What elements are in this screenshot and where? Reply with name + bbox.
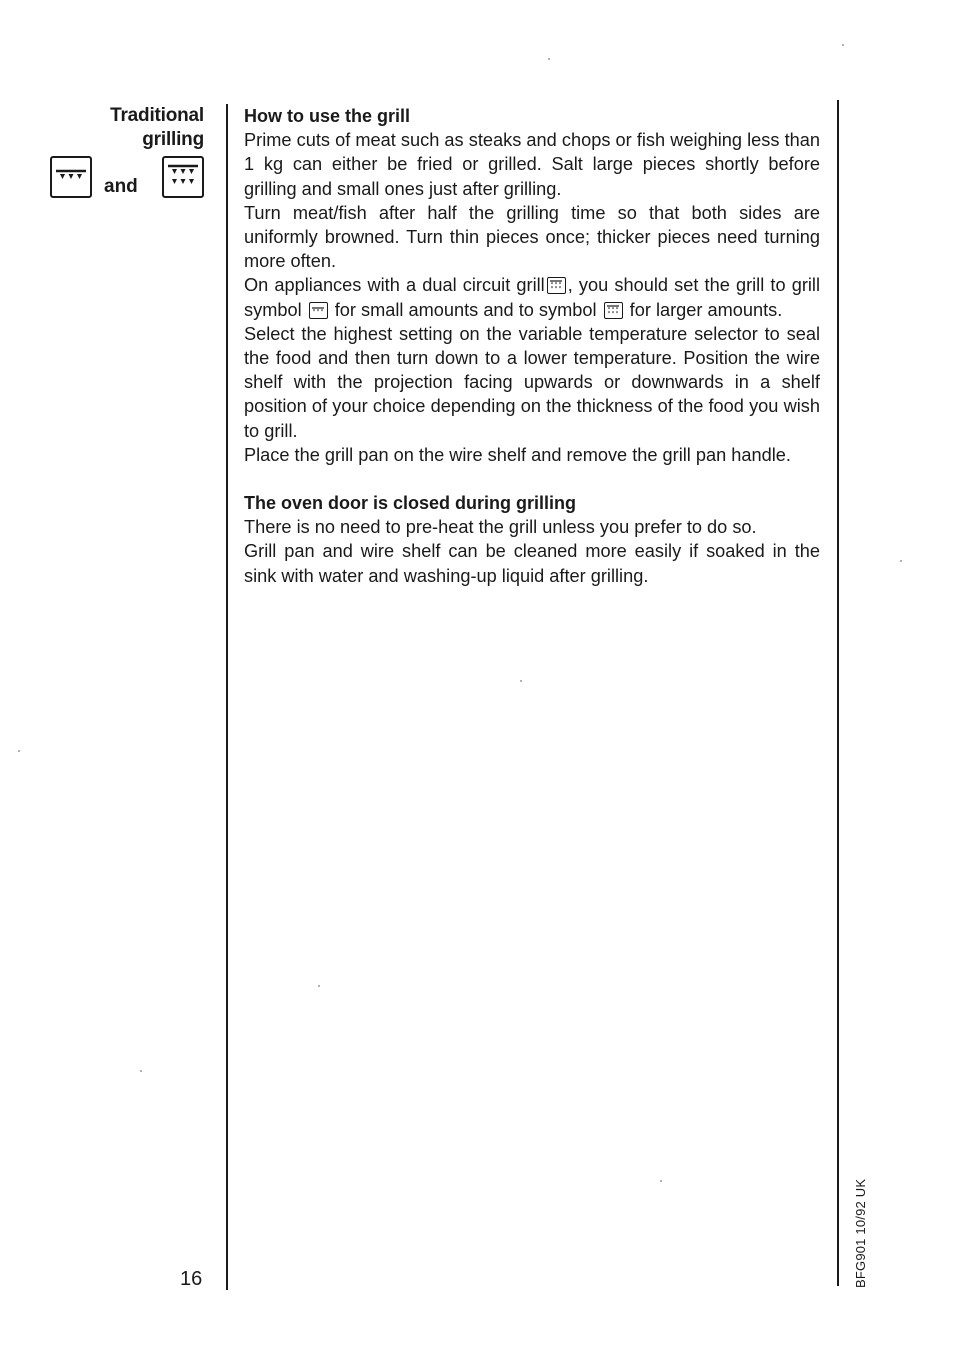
scan-speck bbox=[548, 58, 550, 60]
and-label: and bbox=[104, 176, 138, 197]
grill-symbols bbox=[50, 156, 206, 200]
section-spacer bbox=[244, 467, 820, 491]
main-text bbox=[244, 104, 820, 588]
paragraph: Place the grill pan on the wire shelf and remove the grill pan handle. bbox=[244, 444, 791, 465]
paragraph: Prime cuts of meat such as steaks and chops or fish weighing less than 1 kg can either be fried or grilled. Salt large pieces shortly before grilling and small ones just after grilling. bbox=[244, 130, 820, 199]
scan-speck bbox=[18, 750, 20, 752]
paragraph-symbols bbox=[244, 273, 820, 321]
scan-speck bbox=[900, 560, 902, 562]
section-title-how-to-use: How to use the grill bbox=[244, 106, 411, 126]
heading-line-1: Traditional bbox=[110, 105, 204, 126]
section-title-door-closed: The oven door is closed during grilling bbox=[244, 493, 577, 514]
dual-grill-icon bbox=[604, 302, 623, 319]
scan-speck bbox=[842, 44, 844, 46]
left-column-rule bbox=[226, 104, 228, 1290]
scan-speck bbox=[140, 1070, 142, 1072]
text-run: for small amounts and to symbol bbox=[334, 299, 597, 320]
scan-speck bbox=[520, 680, 522, 682]
paragraph: There is no need to pre-heat the grill unless you prefer to do so. bbox=[244, 517, 757, 538]
document-code: BFG901 10/92 UK bbox=[853, 1178, 868, 1288]
scan-speck bbox=[318, 985, 320, 987]
scan-speck bbox=[660, 1180, 662, 1182]
text-run: for larger amounts. bbox=[629, 299, 783, 320]
dual-grill-icon bbox=[162, 156, 204, 198]
single-grill-icon bbox=[50, 156, 92, 198]
text-run: On appliances with a dual circuit grill bbox=[244, 275, 545, 296]
dual-grill-icon bbox=[547, 277, 566, 294]
section-heading bbox=[110, 104, 204, 152]
heading-line-2: grilling bbox=[142, 129, 204, 150]
text-run: , you should set the grill to grill symbol bbox=[244, 275, 820, 320]
page-number: 16 bbox=[180, 1268, 203, 1290]
single-grill-icon bbox=[309, 302, 328, 319]
right-margin-rule bbox=[837, 100, 839, 1286]
paragraph: Turn meat/fish after half the grilling time so that both sides are uniformly browned. Turn thin pieces once; thicker pieces need turning more often. bbox=[244, 202, 820, 272]
paragraph: Grill pan and wire shelf can be cleaned more easily if soaked in the sink with water and washing-up liquid after grilling. bbox=[244, 541, 820, 586]
paragraph: Select the highest setting on the variable temperature selector to seal the food and then turn down to a lower temperature. Position the wire shelf with the projection facing upwards or downwards in a shelf position of your choice depending on the thickness of the food you wish to grill. bbox=[244, 323, 820, 441]
